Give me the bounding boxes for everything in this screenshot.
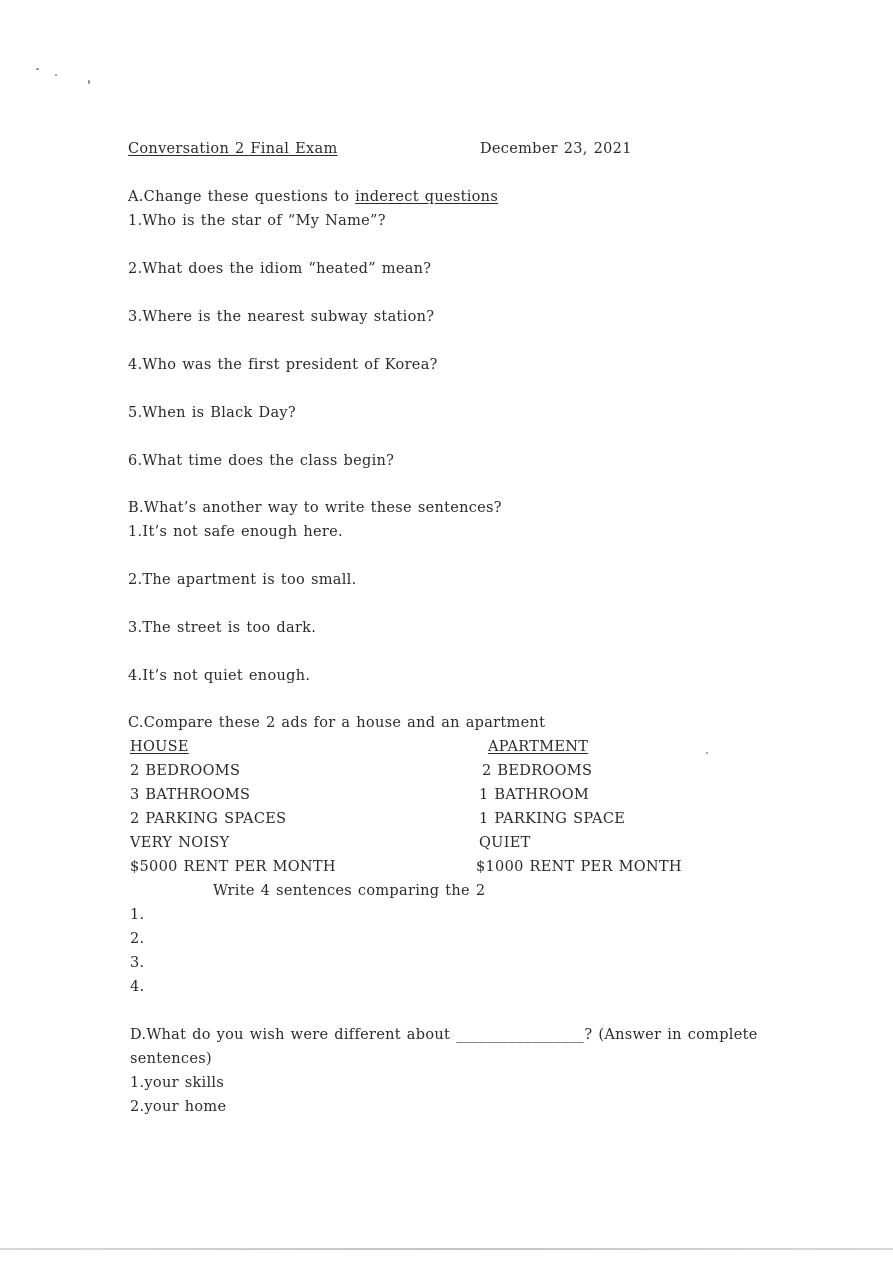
section-c-instruction: C.Compare these 2 ads for a house and an apartment [128,715,546,731]
answer-number: 2. [130,931,145,947]
exam-title: Conversation 2 Final Exam [128,141,338,157]
section-a-instruction-underlined: inderect questions [355,189,499,205]
section-a-item: 5.When is Black Day? [128,405,296,421]
house-feature: 2 BEDROOMS [130,763,241,779]
apartment-header: APARTMENT [488,739,589,755]
section-a-instruction-text: A.Change these questions to [128,189,356,205]
section-a-item: 2.What does the idiom “heated” mean? [128,261,432,277]
section-b-item: 2.The apartment is too small. [128,572,357,588]
answer-number: 3. [130,955,145,971]
section-a-instruction [128,189,498,205]
section-a-item: 4.Who was the first president of Korea? [128,357,438,373]
section-d-instruction-cont: sentences) [130,1051,212,1067]
section-a-item: 1.Who is the star of “My Name”? [128,213,386,229]
section-b-item: 3.The street is too dark. [128,620,317,636]
section-d-item: 2.your home [130,1099,227,1115]
scan-speck [88,80,90,84]
apartment-feature: QUIET [479,835,531,851]
apartment-feature: $1000 RENT PER MONTH [476,859,682,875]
apartment-feature: 1 PARKING SPACE [479,811,626,827]
exam-date: December 23, 2021 [480,141,632,157]
section-d-item: 1.your skills [130,1075,225,1091]
page-bottom-edge [0,1248,893,1250]
house-feature: VERY NOISY [130,835,230,851]
section-b-instruction: B.What’s another way to write these sentences? [128,500,502,516]
section-a-item: 6.What time does the class begin? [128,453,395,469]
scan-speck [706,752,708,754]
house-feature: $5000 RENT PER MONTH [130,859,336,875]
house-feature: 3 BATHROOMS [130,787,251,803]
apartment-feature: 1 BATHROOM [479,787,590,803]
section-b-item: 1.It’s not safe enough here. [128,524,343,540]
answer-number: 4. [130,979,145,995]
section-a-item: 3.Where is the nearest subway station? [128,309,435,325]
answer-number: 1. [130,907,145,923]
section-c-task: Write 4 sentences comparing the 2 [213,883,486,899]
section-d-instruction: D.What do you wish were different about _________________? (Answer in complete [130,1027,758,1043]
house-feature: 2 PARKING SPACES [130,811,287,827]
apartment-feature: 2 BEDROOMS [482,763,593,779]
section-b-item: 4.It’s not quiet enough. [128,668,311,684]
scan-speck [55,74,57,76]
scan-speck [36,68,39,70]
house-header: HOUSE [130,739,189,755]
